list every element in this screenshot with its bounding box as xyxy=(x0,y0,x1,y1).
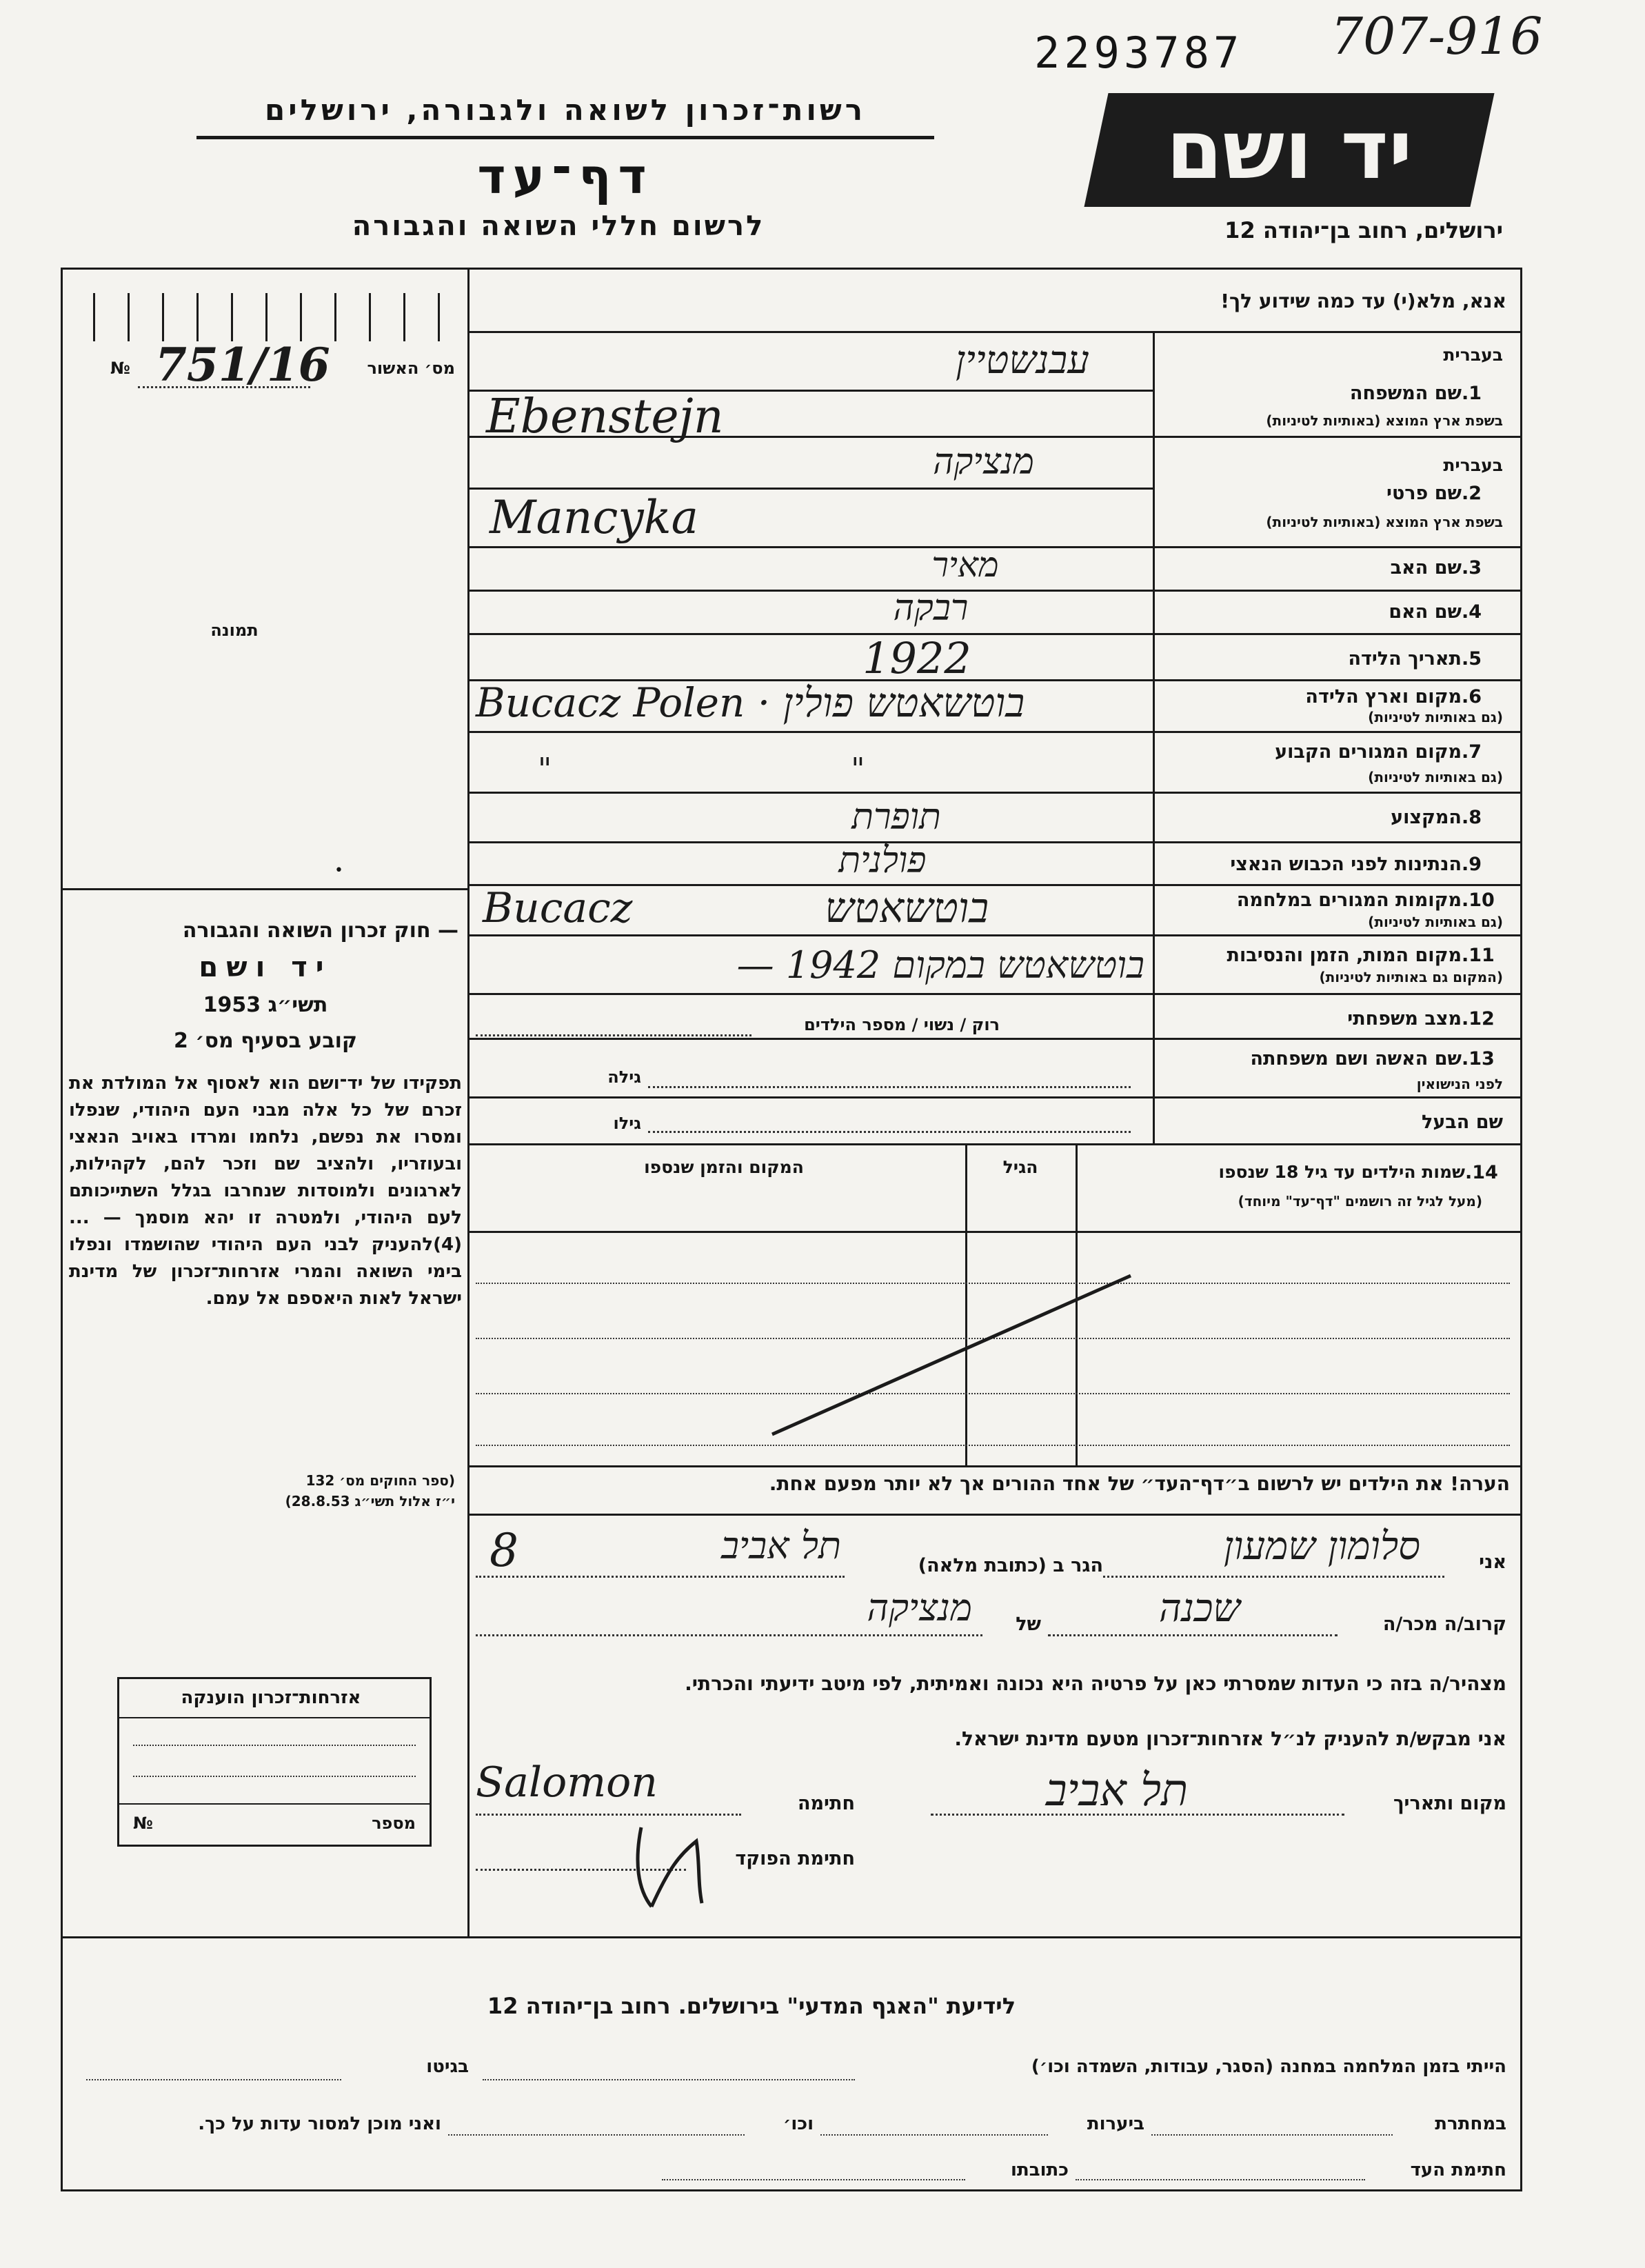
law-reference-1: (ספר החוקים מס׳ 132 xyxy=(305,1472,455,1489)
law-name: יד ושם xyxy=(199,952,332,983)
logo-text: יד ושם xyxy=(1166,102,1413,197)
row-line-2a xyxy=(469,488,1153,490)
address: ירושלים, רחוב בן־יהודה 12 xyxy=(1224,217,1503,243)
underground-label: במחתרת xyxy=(1435,2114,1506,2134)
underground-line xyxy=(1151,2134,1393,2136)
husband-label: שם הבעל xyxy=(1421,1112,1503,1133)
family-name-latin[interactable]: Ebenstejn xyxy=(486,390,724,444)
field-11-sub: (המקום גם באותיות לטיניות) xyxy=(1319,969,1503,985)
law-text: תפקידו של יד־ושם הוא לאסוף אל המולדת את זכרם של כל אלה מבני העם היהודי, שנפלו ומסרו את נפשם, נלחמו ומרדו באויב הנאצי ובעוזריו, ולהציב שם וזכר להם, לקהילות, לארגונים ולמוסדות שנחרבו בגלל השתייכותם לעם היהודי, ולמטרה זו יהא מוסמך — ...(4)להעניק לבני העם היהודי שהושמדו ונפלו בימי השואה והמרי אזרחות־זכרון של מדינת ישראל לאות היאספם אל עמם. xyxy=(69,1073,462,1309)
fill-instruction: אנא, מלא(י) עד כמה שידוע לך! xyxy=(1220,290,1506,312)
of-line xyxy=(476,1634,982,1636)
field-1-label: שם המשפחה xyxy=(1349,383,1462,404)
frame-left xyxy=(61,268,63,2191)
husband-name-line xyxy=(648,1131,1131,1133)
yad-vashem-logo xyxy=(1084,93,1494,207)
children-header-rule xyxy=(469,1231,1522,1233)
children-strike-line xyxy=(758,1269,1144,1448)
field-5-number: 5. xyxy=(1462,648,1482,670)
official-signature-label: חתימת הפוקד xyxy=(735,1848,855,1869)
law-year: תשי״ג 1953 xyxy=(203,993,328,1017)
handwritten-reference: 707-916 xyxy=(1331,7,1543,66)
field-3-label: שם האב xyxy=(1390,557,1462,579)
field-5-label: תאריך הלידה xyxy=(1348,648,1462,670)
resident-line xyxy=(476,1576,845,1578)
row-line-13 xyxy=(469,1096,1522,1098)
ghetto-line xyxy=(86,2079,341,2080)
children-count-line xyxy=(476,1034,751,1036)
mother-name[interactable]: רבקה xyxy=(893,588,969,629)
declarant-name[interactable]: סלומון שמעון xyxy=(1223,1524,1420,1569)
row-line-7 xyxy=(469,792,1522,794)
father-name[interactable]: מאיר xyxy=(931,545,999,585)
note-bottom-rule xyxy=(469,1514,1522,1516)
husband-age-label: גילו xyxy=(613,1114,641,1133)
field-9-label: הנתינות לפני הכבוש הנאצי xyxy=(1230,854,1462,875)
wife-age-label: גילה xyxy=(607,1067,641,1087)
declaration-statement: מצהיר/ה בזה כי העדות שמסרתי כאן על פרטיה היא נכונה ואמיתית, לפי מיטב ידיעתי והכרתי. xyxy=(685,1672,1506,1695)
birth-date[interactable]: 1922 xyxy=(862,633,971,683)
permit-no-symbol: № xyxy=(110,359,130,378)
col-age-header: הגיל xyxy=(1002,1157,1038,1177)
law-separator xyxy=(61,888,469,890)
field-4-number: 4. xyxy=(1462,601,1482,623)
death-place-date[interactable]: בוטשאטש במקום 1942 — xyxy=(736,943,1144,987)
law-reference-2: י״ז אלול תשי״ג 28.8.53) xyxy=(285,1493,455,1509)
bottom-section-rule xyxy=(61,1936,1522,1938)
relation-label: קרוב/ה מכר/ה xyxy=(1382,1614,1506,1635)
first-name-hebrew[interactable]: מנציקה xyxy=(933,441,1034,483)
stamp-line-1 xyxy=(133,1745,416,1746)
law-title: — חוק זכרון השואה והגבורה xyxy=(182,919,458,943)
frame-bottom xyxy=(61,2189,1522,2191)
permit-line xyxy=(138,386,310,388)
place-date-value[interactable]: תל אביב xyxy=(1045,1765,1189,1816)
camp-line xyxy=(483,2079,855,2080)
field-7-label: מקום המגורים הקבוע xyxy=(1275,741,1462,763)
relation-value[interactable]: שכנה xyxy=(1158,1586,1241,1631)
field-1-sub: בשפת ארץ המוצא (באותיות לטיניות) xyxy=(1266,412,1503,429)
row-line-10 xyxy=(469,934,1522,936)
address-label: כתובתו xyxy=(1011,2160,1069,2180)
of-label: של xyxy=(1016,1614,1041,1635)
stamp-title-rule xyxy=(119,1717,430,1718)
field-9-number: 9. xyxy=(1462,854,1482,875)
field-2-tag: בעברית xyxy=(1443,455,1503,475)
col-place-header: המקום והזמן שנספו xyxy=(644,1157,804,1177)
field-2-number: 2. xyxy=(1462,483,1482,504)
field-8-label: המקצוע xyxy=(1391,807,1462,828)
field-10-label: מקומות המגורים במלחמה xyxy=(1236,890,1462,911)
resident-address-number[interactable]: 8 xyxy=(490,1524,518,1577)
authority-underline xyxy=(196,136,934,139)
etc-line xyxy=(448,2134,745,2136)
row-line-14 xyxy=(469,1143,1522,1145)
frame-top xyxy=(61,268,1522,270)
field-4-label: שם האם xyxy=(1389,601,1462,623)
stamp-no-symbol: № xyxy=(133,1814,153,1833)
etc-label: וכו׳ xyxy=(783,2114,814,2134)
permanent-residence[interactable]: " " xyxy=(538,752,865,787)
stamp-number-label: מספר xyxy=(372,1814,416,1833)
field-13-number: 13. xyxy=(1462,1048,1495,1070)
field-2-label: שם פרטי xyxy=(1386,483,1462,504)
declarant-label: אני xyxy=(1479,1552,1506,1573)
of-value[interactable]: מנציקה xyxy=(867,1586,972,1629)
label-column-divider xyxy=(1153,331,1155,1143)
declarant-line xyxy=(1103,1576,1444,1578)
camp-label: הייתי בזמן המלחמה במחנה (הסגר, עבודות, השמדה וכו׳) xyxy=(1031,2056,1506,2077)
note-text: הערה! את הילדים יש לרשום ב״דף־העד״ של אחד ההורים אך לא יותר מפעם אחת. xyxy=(769,1472,1510,1495)
form-subtitle: לרשום חללי השואה והגבורה xyxy=(352,210,765,242)
note-top-rule xyxy=(469,1465,1522,1467)
citizenship-stamp-box xyxy=(117,1677,432,1847)
witness-signature-line xyxy=(1076,2179,1365,2180)
birth-place[interactable]: Bucacz Polen · בוטשאטש פולין xyxy=(476,679,1025,726)
relation-line xyxy=(1048,1634,1338,1636)
authority-line: רשות־זכרון לשואה ולגבורה, ירושלים xyxy=(264,93,867,127)
field-6-label: מקום וארץ הלידה xyxy=(1305,686,1462,708)
signature-label: חתימה xyxy=(797,1793,855,1814)
serial-number: 2293787 xyxy=(1034,28,1244,78)
field-14-number: 14. xyxy=(1465,1162,1498,1183)
field-3-number: 3. xyxy=(1462,557,1482,579)
photo-area-mark: • xyxy=(334,862,343,879)
official-signature-scribble[interactable] xyxy=(620,1814,717,1917)
ghetto-label: בגיטו xyxy=(426,2056,469,2077)
photo-label: תמונה xyxy=(210,621,259,640)
form-title: דף־עד xyxy=(477,148,654,205)
permit-label: מס׳ האשור xyxy=(367,359,455,378)
field-11-number: 11. xyxy=(1462,945,1495,966)
stamp-line-2 xyxy=(133,1776,416,1777)
witness-signature-label: חתימת העד xyxy=(1410,2160,1506,2180)
wife-name-line xyxy=(648,1086,1131,1088)
family-name-hebrew[interactable]: עבנשטיין xyxy=(955,338,1089,383)
field-13-sub: לפני הנישואין xyxy=(1416,1076,1503,1092)
row-line-6 xyxy=(469,731,1522,733)
field-12-label: מצב משפחתי xyxy=(1347,1008,1462,1030)
stamp-number-rule xyxy=(119,1803,430,1805)
field-2-sub: בשפת ארץ המוצא (באותיות לטיניות) xyxy=(1266,514,1503,530)
marital-status-options[interactable]: רוק / נשוי / מספר הילדים xyxy=(804,1015,1000,1034)
field-11-label: מקום המות, הזמן והנסיבות xyxy=(1227,945,1462,966)
field-10-sub: (גם באותיות לטיניות) xyxy=(1368,914,1503,930)
address-line xyxy=(662,2179,965,2180)
field-7-sub: (גם באותיות לטיניות) xyxy=(1368,769,1503,785)
citizenship-request: אני מבקש/ת להעניק לנ״ל אזרחות־זכרון מטעם מדינת ישראל. xyxy=(954,1727,1506,1750)
instruction-rule xyxy=(469,331,1522,333)
field-1-number: 1. xyxy=(1462,383,1482,404)
row-line-11 xyxy=(469,993,1522,995)
children-label: שמות הילדים עד גיל 18 שנספו xyxy=(1218,1162,1465,1182)
field-6-number: 6. xyxy=(1462,686,1482,708)
resident-label: הגר ב (כתובת מלאה) xyxy=(918,1555,1103,1576)
profession[interactable]: תופרת xyxy=(851,796,941,838)
field-7-number: 7. xyxy=(1462,741,1482,763)
field-1-tag: בעברית xyxy=(1443,345,1503,365)
field-13-label: שם האשה ושם משפחתה xyxy=(1250,1048,1462,1070)
testimony-label: ואני מוכן למסור עדות על כך. xyxy=(198,2114,441,2134)
field-10-number: 10. xyxy=(1462,890,1495,911)
children-sub: (מעל לגיל זה רושמים "דף־עד" מיוחד) xyxy=(1238,1193,1482,1210)
forests-label: ביערות xyxy=(1087,2114,1144,2134)
field-8-number: 8. xyxy=(1462,807,1482,828)
place-date-label: מקום ותאריך xyxy=(1393,1793,1506,1814)
field-12-number: 12. xyxy=(1462,1008,1495,1030)
stamp-title: אזרחות־זכרון הוענקה xyxy=(181,1687,361,1708)
left-column-divider xyxy=(467,268,470,1936)
forests-line xyxy=(820,2134,1048,2136)
permit-number: 751/16 xyxy=(155,338,330,392)
first-name-latin[interactable]: Mancyka xyxy=(490,491,699,544)
resident-address[interactable]: תל אביב xyxy=(721,1524,841,1567)
field-6-sub: (גם באותיות לטיניות) xyxy=(1368,709,1503,725)
row-line-12 xyxy=(469,1038,1522,1040)
law-clause: קובע בסעיף מס׳ 2 xyxy=(173,1029,358,1053)
frame-right xyxy=(1520,268,1522,2191)
wartime-residence[interactable]: Bucacz בוטשאטש xyxy=(483,884,989,932)
nationality[interactable]: פולנית xyxy=(838,840,927,881)
bottom-title: לידיעת "האגף המדעי" בירושלים. רחוב בן־יהודה 12 xyxy=(487,1993,1016,2019)
declarant-signature[interactable]: Salomon xyxy=(476,1758,658,1807)
